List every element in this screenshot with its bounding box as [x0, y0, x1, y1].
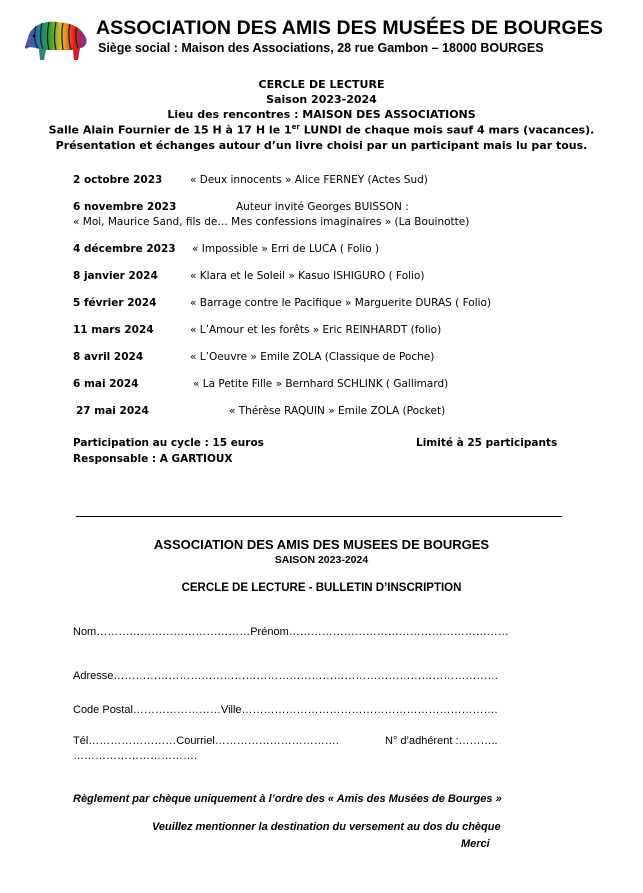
session-info: « L’Amour et les forêts » Eric REINHARDT (folio) [190, 324, 442, 336]
session-info: « La Petite Fille » Bernhard SCHLINK ( Gallimard) [193, 378, 449, 390]
circle-title: CERCLE DE LECTURE [258, 78, 385, 91]
association-title: ASSOCIATION DES AMIS DES MUSÉES DE BOURGES [96, 17, 603, 39]
address-field[interactable]: Adresse…………………………………………………………………………………………… [73, 670, 499, 682]
divider [76, 516, 562, 517]
participation-fee: Participation au cycle : 15 euros [73, 437, 264, 449]
association-address: Siège social : Maison des Associations, 28 rue Gambon – 18000 BOURGES [98, 41, 544, 55]
session-info: « Klara et le Soleil » Kasuo ISHIGURO ( Folio) [190, 270, 425, 282]
circle-description: Présentation et échanges autour d’un livre choisi par un participant mais lu par tous. [55, 139, 588, 152]
manager: Responsable : A GARTIOUX [73, 453, 233, 465]
schedule-pre: Salle Alain Fournier de 15 H à 17 H le 1 [48, 123, 292, 137]
circle-season: Saison 2023-2024 [266, 93, 377, 106]
session-date: 5 février 2024 [73, 297, 157, 309]
thanks: Merci [461, 838, 490, 850]
schedule-post: LUNDI de chaque mois sauf 4 mars (vacances). [299, 123, 595, 137]
session-info: « Barrage contre le Pacifique » Marguerite DURAS ( Folio) [190, 297, 492, 309]
participant-limit: Limité à 25 participants [416, 437, 558, 449]
session-date: 8 janvier 2024 [73, 270, 158, 282]
session-date: 8 avril 2024 [73, 351, 144, 363]
session-info-line2: « Moi, Maurice Sand, fils de… Mes confessions imaginaires » (La Bouinotte) [73, 216, 470, 228]
member-number-field[interactable]: N° d’adhérent :……….. [385, 735, 498, 747]
form-title: ASSOCIATION DES AMIS DES MUSEES DE BOURGES [153, 537, 490, 552]
session-date: 11 mars 2024 [73, 324, 154, 336]
payment-instructions: Règlement par chèque uniquement à l’ordre des « Amis des Musées de Bourges » [73, 793, 502, 805]
form-subtitle: CERCLE DE LECTURE - BULLETIN D’INSCRIPTION [181, 582, 462, 594]
session-info: « Deux innocents » Alice FERNEY (Actes Sud) [190, 174, 428, 186]
session-info: « Thérèse RAQUIN » Emile ZOLA (Pocket) [229, 405, 446, 417]
session-info: Auteur invité Georges BUISSON : [236, 201, 409, 213]
postal-city-field[interactable]: Code Postal……………………Ville……………………………………………………………. [73, 704, 498, 716]
session-date: 2 octobre 2023 [73, 174, 163, 186]
circle-location: Lieu des rencontres : MAISON DES ASSOCIATIONS [167, 108, 476, 121]
extra-dots-field[interactable]: ……………………………. [73, 750, 198, 762]
session-info: « L’Oeuvre » Emile ZOLA (Classique de Poche) [190, 351, 435, 363]
circle-schedule [0, 123, 643, 137]
name-field[interactable]: Nom……………………………………Prénom…………………………………………………… [73, 626, 509, 638]
session-info: « Impossible » Erri de LUCA ( Folio ) [192, 243, 380, 255]
session-date: 6 mai 2024 [73, 378, 139, 390]
schedule-sup: er [291, 123, 300, 131]
form-season: SAISON 2023-2024 [274, 554, 369, 566]
cheque-mention: Veuillez mentionner la destination du versement au dos du chèque [152, 821, 501, 833]
tel-email-field[interactable]: Tél……………………Courriel……………………………. [73, 735, 339, 747]
zebra-rhinoceros-logo-icon [22, 14, 90, 64]
session-date: 27 mai 2024 [76, 405, 149, 417]
session-date: 4 décembre 2023 [73, 243, 176, 255]
session-date: 6 novembre 2023 [73, 201, 177, 213]
